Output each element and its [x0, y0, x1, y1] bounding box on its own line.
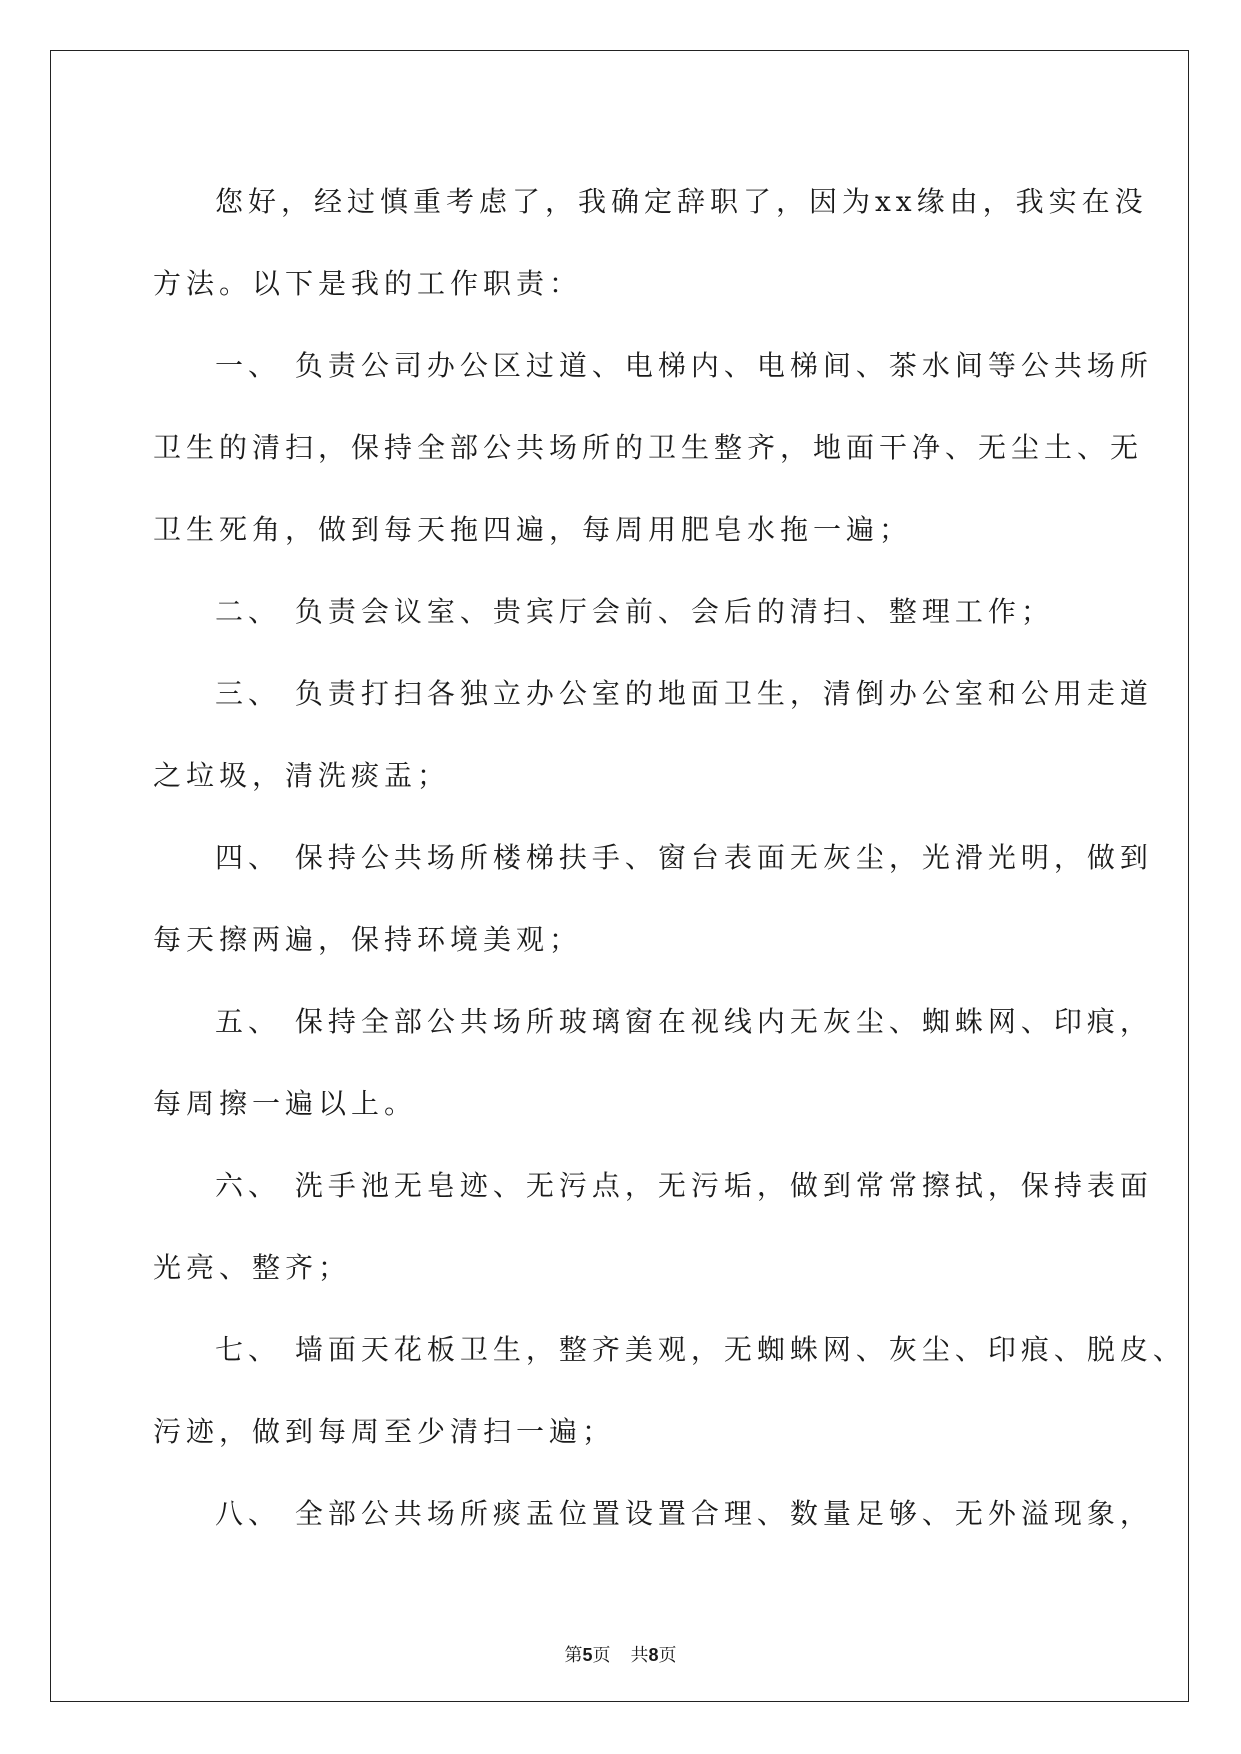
- text-line: 三、 负责打扫各独立办公室的地面卫生，清倒办公室和公用走道: [215, 677, 1153, 710]
- text-line: 八、 全部公共场所痰盂位置设置合理、数量足够、无外溢现象，: [215, 1497, 1153, 1530]
- text-line: 之垃圾，清洗痰盂；: [153, 759, 451, 792]
- footer-total-suffix: 页: [658, 1645, 677, 1666]
- text-line: 五、 保持全部公共场所玻璃窗在视线内无灰尘、蜘蛛网、印痕，: [215, 1005, 1153, 1038]
- footer-prefix: 第: [564, 1645, 583, 1666]
- current-page-number: 5: [582, 1645, 593, 1665]
- text-line: 您好，经过慎重考虑了，我确定辞职了，因为xx缘由，我实在没: [215, 185, 1148, 218]
- text-line: 光亮、整齐；: [153, 1251, 352, 1284]
- footer-total-prefix: 共: [630, 1645, 649, 1666]
- footer-page-word: 页: [592, 1645, 611, 1666]
- text-line: 七、 墙面天花板卫生，整齐美观，无蜘蛛网、灰尘、印痕、脱皮、: [215, 1333, 1186, 1366]
- document-body: [153, 161, 1186, 1555]
- text-line: 污迹，做到每周至少清扫一遍；: [153, 1415, 616, 1448]
- page-footer: [0, 1641, 1241, 1667]
- text-line: 四、 保持公共场所楼梯扶手、窗台表面无灰尘，光滑光明，做到: [215, 841, 1153, 874]
- text-line: 方法。以下是我的工作职责：: [153, 267, 583, 300]
- text-line: 卫生的清扫，保持全部公共场所的卫生整齐，地面干净、无尘土、无: [153, 431, 1144, 464]
- text-line: 每天擦两遍，保持环境美观；: [153, 923, 583, 956]
- text-line: 每周擦一遍以上。: [153, 1087, 418, 1120]
- text-line: 六、 洗手池无皂迹、无污点，无污垢，做到常常擦拭，保持表面: [215, 1169, 1153, 1202]
- total-pages-number: 8: [648, 1645, 659, 1665]
- text-line: 一、 负责公司办公区过道、电梯内、电梯间、茶水间等公共场所: [215, 349, 1153, 382]
- text-line: 二、 负责会议室、贵宾厅会前、会后的清扫、整理工作；: [215, 595, 1054, 628]
- text-line: 卫生死角，做到每天拖四遍，每周用肥皂水拖一遍；: [153, 513, 913, 546]
